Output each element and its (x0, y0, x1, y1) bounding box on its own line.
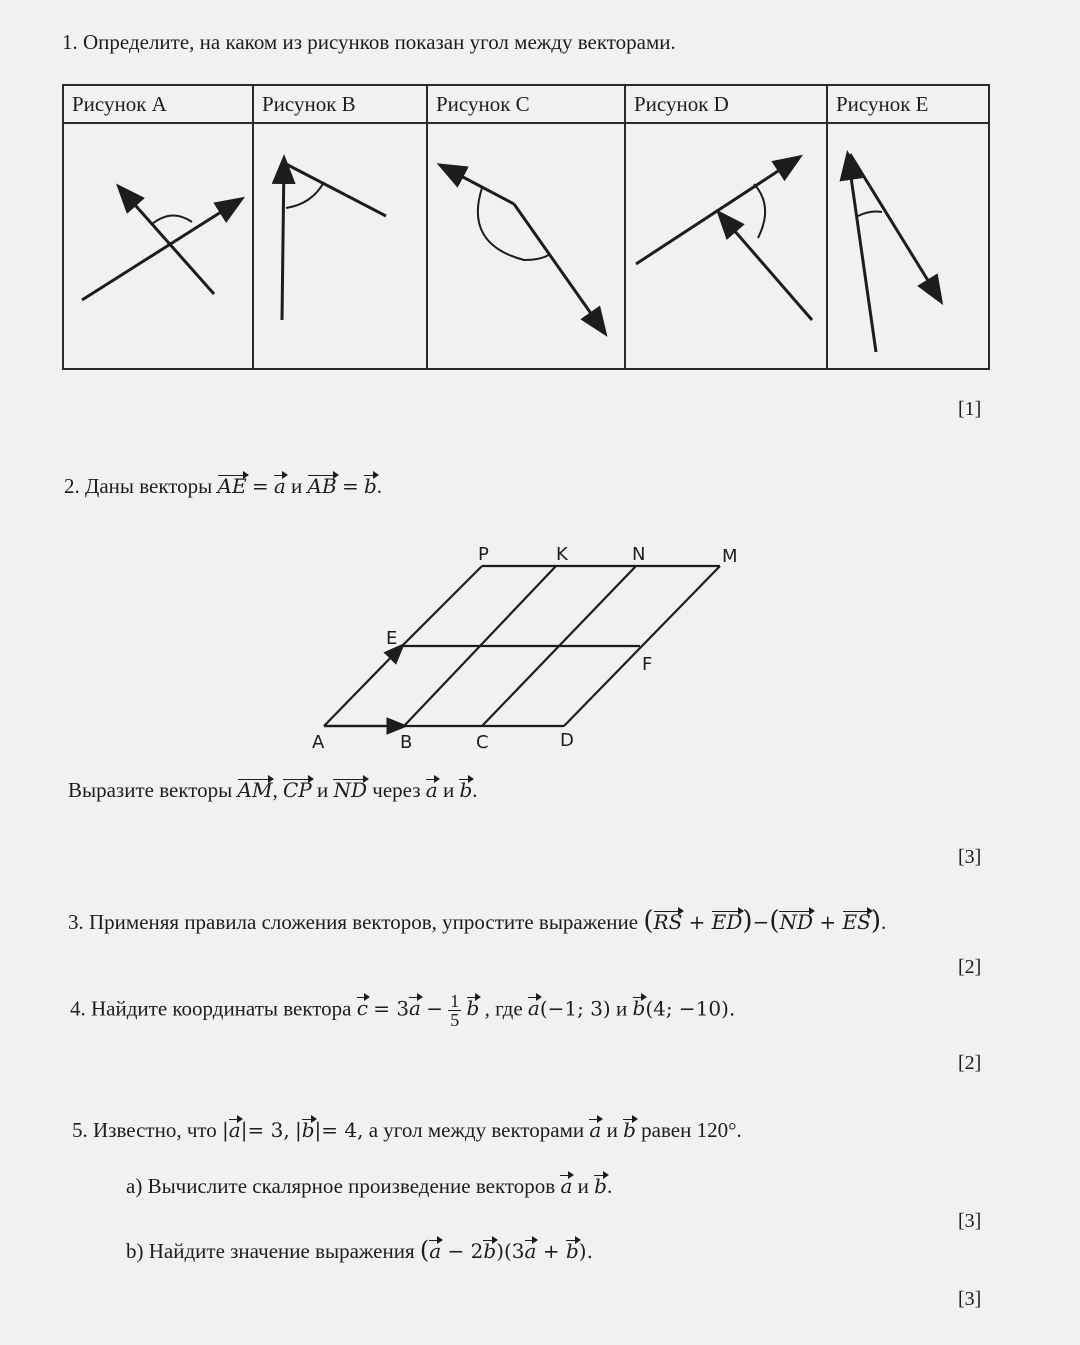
fraction-one-fifth (448, 992, 461, 1029)
equals-sign: = (341, 474, 359, 498)
express-text: Выразите векторы (68, 778, 233, 802)
paren-mid: )(3 (496, 1239, 525, 1263)
a-coordinates: (−1; 3) (539, 996, 611, 1021)
vector-b: b (594, 1174, 607, 1198)
vector-a: a (589, 1118, 602, 1142)
figures-table (62, 84, 990, 370)
q5a-score: [3] (958, 1210, 982, 1232)
point-p: P (478, 544, 489, 565)
q1-text: 1. Определите, на каком из рисунков показан угол между векторами. (62, 30, 676, 54)
q3-text-line: 3. Применяя правила сложения векторов, упростите выражение (RS + ED)−(ND + ES). (68, 906, 887, 936)
and-word: и (616, 996, 628, 1021)
q5a-text-line (126, 1174, 612, 1199)
figure-b (253, 123, 427, 369)
b-coordinates: (4; −10). (645, 996, 736, 1021)
fraction-numerator: 1 (450, 991, 460, 1011)
header-figure-d: Рисунок D (625, 85, 827, 123)
point-d: D (560, 730, 574, 751)
vector-es: ES (842, 910, 871, 934)
angle-text: а угол между векторами (368, 1118, 585, 1142)
q1-score: [1] (958, 398, 982, 420)
and-word: и (577, 1174, 589, 1198)
comma: , (272, 778, 278, 802)
plus-sign: + (536, 1239, 566, 1263)
q2-score: [3] (958, 846, 982, 868)
and-word: и (316, 778, 329, 802)
and-word: и (606, 1118, 618, 1142)
q3-score: [2] (958, 956, 982, 978)
vector-a: a (228, 1118, 241, 1142)
minus-sign: − (426, 996, 443, 1021)
vector-ae: AE (217, 474, 247, 498)
period: . (472, 778, 478, 802)
figure-a-drawing (64, 124, 252, 368)
period: . (376, 474, 383, 498)
q4-text-line (70, 992, 735, 1029)
figure-e-drawing (828, 124, 988, 368)
parallelogram-diagram (300, 536, 770, 756)
figure-b-drawing (254, 124, 426, 368)
q5b-text: b) Найдите значение выражения (126, 1239, 415, 1263)
q5b-text-line (126, 1236, 593, 1264)
figure-d (625, 123, 827, 369)
vector-a: a (425, 778, 438, 802)
q5b-score: [3] (958, 1288, 982, 1310)
q3-text: 3. Применяя правила сложения векторов, упростите выражение (68, 910, 639, 934)
point-k: K (556, 544, 568, 565)
abs-a-value: = 3, (247, 1118, 290, 1142)
point-f: F (642, 654, 653, 675)
equals-sign: = (251, 474, 269, 498)
angle-value: равен 120°. (641, 1118, 742, 1142)
vector-rs: RS (653, 910, 683, 934)
equals-three: = 3 (373, 996, 410, 1021)
paren-open: ( (419, 1236, 430, 1264)
vector-a: a (409, 996, 421, 1021)
vector-b: b (483, 1239, 497, 1263)
header-figure-a: Рисунок A (63, 85, 253, 123)
point-n: N (632, 544, 646, 565)
q2-given (64, 474, 382, 499)
minus-two: − 2 (441, 1239, 484, 1263)
fraction-denominator: 5 (450, 1010, 460, 1030)
vector-a: a (560, 1174, 573, 1198)
vector-b: b (623, 1118, 636, 1142)
figure-a (63, 123, 253, 369)
vector-nd: ND (779, 910, 814, 934)
q2-intro: 2. Даны векторы (64, 474, 213, 498)
point-e: E (386, 628, 398, 649)
vector-b: b (466, 996, 480, 1021)
point-m: M (722, 546, 738, 567)
q5-text-line: 5. Известно, что |a|= 3, |b|= 4, а угол между векторами a и b равен 120°. (72, 1118, 742, 1142)
vector-a: a (524, 1239, 537, 1263)
vector-ab: AB (307, 474, 337, 498)
q4-text: 4. Найдите координаты вектора (70, 996, 352, 1021)
figure-c (427, 123, 625, 369)
point-c: C (476, 732, 489, 753)
point-b: B (400, 732, 413, 753)
header-figure-b: Рисунок B (253, 85, 427, 123)
q5a-text: а) Вычислите скалярное произведение векторов (126, 1174, 556, 1198)
vector-am: AM (237, 778, 273, 802)
q5-prefix: 5. Известно, что (72, 1118, 217, 1142)
vector-ed: ED (711, 910, 743, 934)
figure-d-drawing (626, 124, 826, 368)
header-figure-c: Рисунок C (427, 85, 625, 123)
point-a: A (312, 732, 325, 753)
vector-b: b (459, 778, 473, 802)
vector-a: a (429, 1239, 442, 1263)
vector-a: a (527, 996, 540, 1021)
vector-b: b (632, 996, 646, 1021)
figure-c-drawing (428, 124, 624, 368)
and-word: и (442, 778, 455, 802)
vector-b: b (565, 1239, 579, 1263)
q2-express (68, 778, 478, 803)
abs-b-value: = 4, (321, 1118, 364, 1142)
figure-e (827, 123, 989, 369)
q4-score: [2] (958, 1052, 982, 1074)
vector-b: b (301, 1118, 315, 1142)
where-word: , где (484, 996, 523, 1021)
paren-close: ). (578, 1239, 593, 1263)
and-word: и (291, 474, 303, 498)
vector-a: a (273, 474, 286, 498)
vector-cp: CP (282, 778, 312, 802)
vector-nd: ND (333, 778, 368, 802)
vector-c: c (356, 996, 368, 1021)
period: . (606, 1174, 613, 1198)
header-figure-e: Рисунок E (827, 85, 989, 123)
vector-b: b (363, 474, 377, 498)
through-word: через (372, 778, 421, 802)
